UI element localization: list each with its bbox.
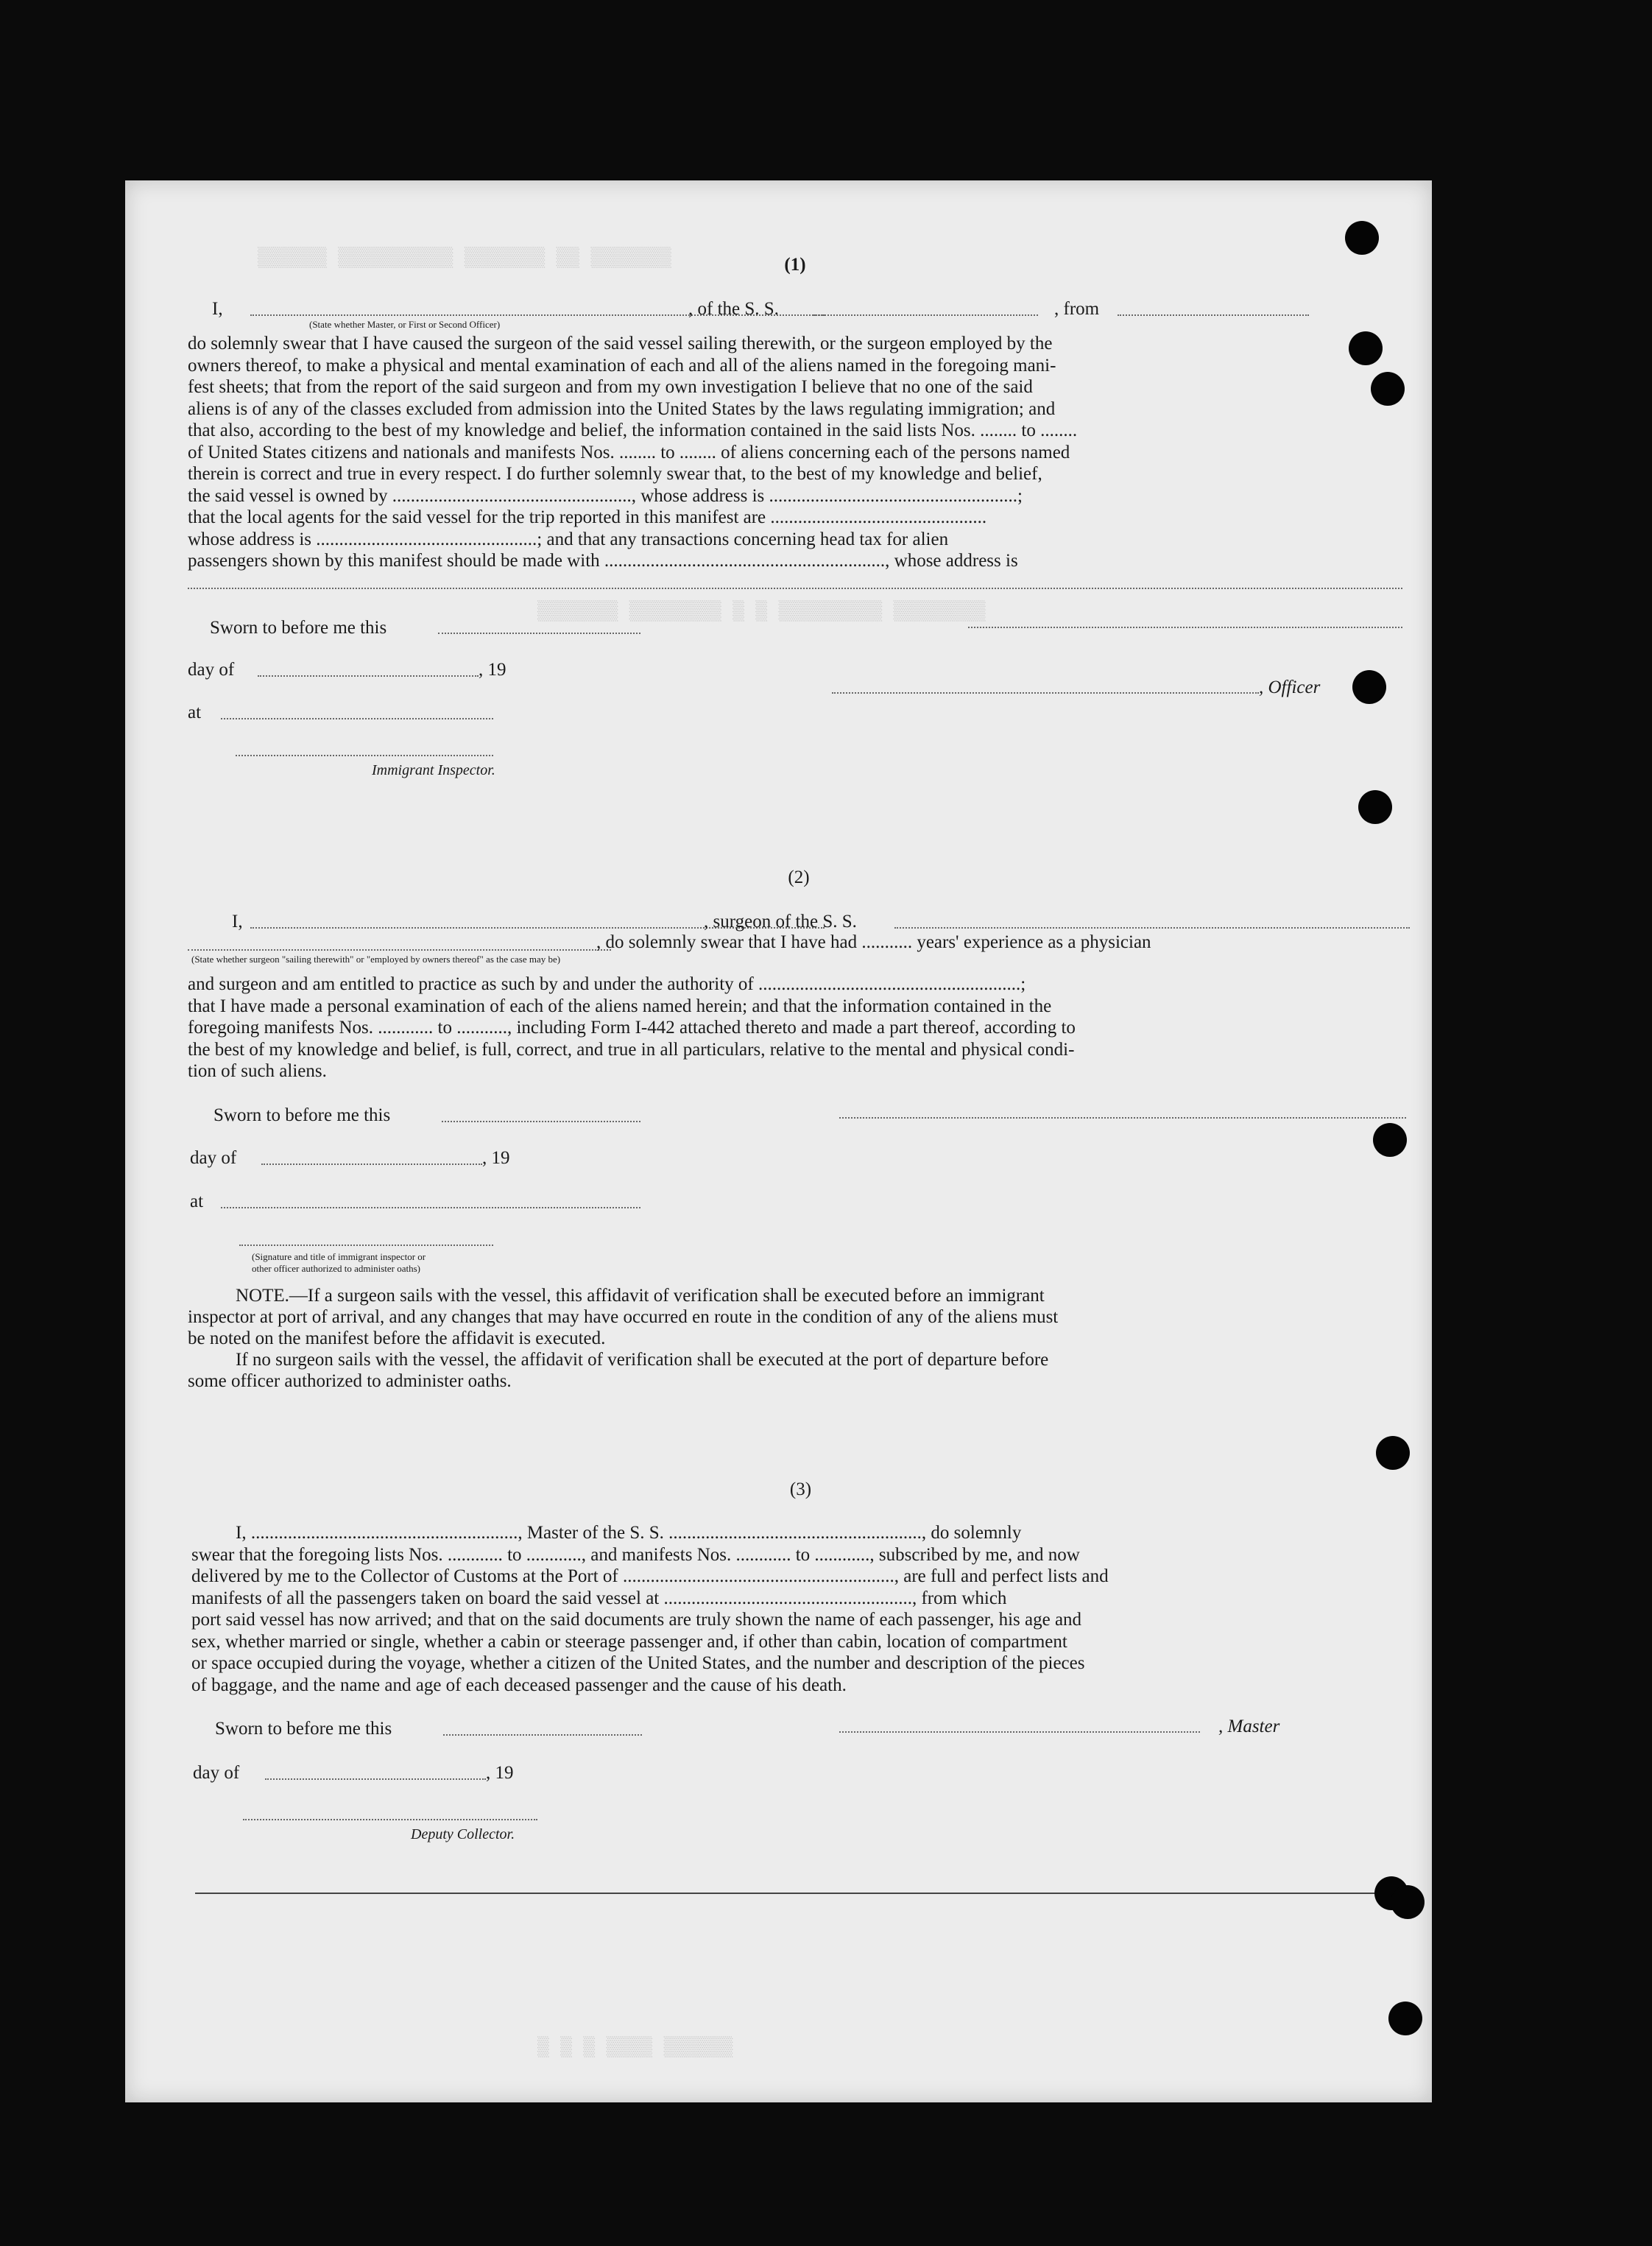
section-1-number: (1) bbox=[784, 255, 806, 275]
address-continuation-field[interactable] bbox=[188, 588, 1402, 589]
bleed-through-text: ▒▒▒▒▒▒▒▒ ▒▒▒▒▒▒▒▒▒ ▒ ▒ ▒▒▒▒▒▒▒▒ ▒▒▒▒▒▒▒ bbox=[537, 600, 986, 622]
body-line: the best of my knowledge and belief, is full, correct, and true in all particulars, relative to the mental and physical condi- bbox=[188, 1039, 1075, 1060]
day-of-field[interactable] bbox=[265, 1778, 486, 1780]
body-line: of baggage, and the name and age of each deceased passenger and the cause of his death. bbox=[191, 1675, 847, 1695]
collector-label: Deputy Collector. bbox=[411, 1826, 515, 1842]
body-line: owners thereof, to make a physical and mental examination of each and all of the aliens named in the foregoing mani- bbox=[188, 355, 1056, 376]
section-2-number: (2) bbox=[788, 867, 810, 887]
from-port-field[interactable] bbox=[1118, 314, 1309, 316]
sworn-date-field[interactable] bbox=[442, 1121, 640, 1122]
day-of-label: day of bbox=[188, 660, 235, 680]
year-label: , 19 bbox=[486, 1763, 514, 1783]
year-label: , 19 bbox=[482, 1148, 510, 1168]
master-signature-field[interactable] bbox=[839, 1731, 1200, 1733]
punch-hole bbox=[1349, 331, 1383, 365]
punch-hole bbox=[1388, 2002, 1422, 2035]
section-2-body bbox=[188, 974, 1410, 1082]
surgeon-status-field[interactable] bbox=[188, 949, 611, 951]
note-line: some officer authorized to administer oaths. bbox=[188, 1371, 512, 1391]
body-line: or space occupied during the voyage, whether a citizen of the United States, and the number and description of the pieces bbox=[191, 1653, 1085, 1673]
note-line: inspector at port of arrival, and any changes that may have occurred en route in the condition of any of the aliens must bbox=[188, 1307, 1059, 1327]
body-line: sex, whether married or single, whether a cabin or steerage passenger and, if other than cabin, location of compartment bbox=[191, 1631, 1067, 1652]
body-line: and surgeon and am entitled to practice as such by and under the authority of .........................................................; bbox=[188, 974, 1026, 994]
punch-hole bbox=[1358, 790, 1392, 824]
body-line: that also, according to the best of my knowledge and belief, the information contained in the said lists Nos. ........ to ........ bbox=[188, 420, 1078, 440]
collector-signature-field[interactable] bbox=[243, 1819, 537, 1820]
note-line: NOTE.—If a surgeon sails with the vessel, this affidavit of verification shall be executed before an immigrant bbox=[236, 1286, 1045, 1306]
body-line: foregoing manifests Nos. ............ to ..........., including Form I-442 attached thereto and made a part thereof, according to bbox=[188, 1018, 1076, 1038]
day-of-field[interactable] bbox=[261, 1164, 482, 1165]
body-line: of United States citizens and nationals and manifests Nos. ........ to ........ of aliens concerning each of the persons named bbox=[188, 442, 1070, 462]
inspector-signature-field[interactable] bbox=[236, 755, 493, 756]
punch-hole bbox=[1376, 1436, 1410, 1470]
section-3-body bbox=[191, 1522, 1417, 1696]
punch-hole bbox=[1345, 221, 1379, 255]
section-1-body bbox=[188, 333, 1402, 572]
body-line: fest sheets; that from the report of the said surgeon and from my own investigation I believe that no one of the said bbox=[188, 377, 1033, 397]
body-line: port said vessel has now arrived; and that on the said documents are truly shown the name of each passenger, his age and bbox=[191, 1610, 1082, 1630]
sworn-label: Sworn to before me this bbox=[215, 1719, 392, 1739]
signature-note: (Signature and title of immigrant inspector or bbox=[252, 1251, 426, 1262]
at-place-field[interactable] bbox=[221, 718, 493, 719]
sworn-label: Sworn to before me this bbox=[210, 618, 387, 638]
at-label: at bbox=[188, 703, 202, 722]
day-of-label: day of bbox=[190, 1148, 237, 1168]
at-label: at bbox=[190, 1191, 204, 1211]
officer-signature-field[interactable] bbox=[832, 692, 1259, 694]
punch-hole bbox=[1391, 1885, 1425, 1919]
note-line: be noted on the manifest before the affidavit is executed. bbox=[188, 1328, 606, 1348]
sworn-date-field[interactable] bbox=[443, 1734, 642, 1736]
form-sheet bbox=[125, 180, 1432, 2102]
inspector-signature-field[interactable] bbox=[239, 1245, 493, 1246]
bottom-rule bbox=[195, 1893, 1410, 1894]
surgeon-note: (State whether surgeon "sailing therewith" or "employed by owners thereof" as the case may be) bbox=[191, 954, 561, 965]
day-of-field[interactable] bbox=[258, 675, 479, 677]
officer-label: , Officer bbox=[1259, 677, 1321, 697]
note-line: If no surgeon sails with the vessel, the affidavit of verification shall be executed at the port of departure before bbox=[236, 1350, 1049, 1370]
body-line: manifests of all the passengers taken on board the said vessel at ......................................................, from which bbox=[191, 1588, 1007, 1608]
surgeon-vessel-label: , surgeon of the S. S. bbox=[704, 912, 857, 932]
inspector-label: Immigrant Inspector. bbox=[372, 762, 495, 778]
bleed-through-text: ▒▒▒▒▒▒▒ ▒▒ ▒▒▒▒▒▒▒ ▒▒▒▒▒▒▒▒▒▒ ▒▒▒▒▒▒ bbox=[258, 247, 671, 269]
signature-note: other officer authorized to administer oaths) bbox=[252, 1263, 420, 1274]
vessel-label: , of the S. S. bbox=[688, 299, 779, 319]
body-line: I, .........................................................., Master of the S. S. ......................................................., do solemnly bbox=[236, 1523, 1022, 1543]
oath-i-label: I, bbox=[232, 912, 243, 932]
body-line: swear that the foregoing lists Nos. ............ to ............, and manifests Nos. ............ to ............, subscribed by me, and now bbox=[191, 1544, 1080, 1565]
body-line: tion of such aliens. bbox=[188, 1061, 327, 1081]
body-line: that I have made a personal examination of each of the aliens named herein; and that the information contained in the bbox=[188, 996, 1052, 1016]
body-line: delivered by me to the Collector of Customs at the Port of ..........................................................., are full and perfect lists and bbox=[191, 1566, 1109, 1586]
body-line: that the local agents for the said vessel for the trip reported in this manifest are ............................................... bbox=[188, 507, 987, 527]
section-3-number: (3) bbox=[789, 1479, 812, 1499]
body-line: aliens is of any of the classes excluded from admission into the United States by the laws regulating immigration; and bbox=[188, 398, 1056, 419]
day-of-label: day of bbox=[193, 1763, 240, 1783]
officer-signature-extra-field[interactable] bbox=[968, 627, 1402, 628]
vessel-name-field[interactable] bbox=[813, 314, 1038, 316]
punch-hole bbox=[1373, 1123, 1407, 1157]
master-label: , Master bbox=[1218, 1717, 1280, 1736]
year-label: , 19 bbox=[479, 660, 506, 680]
body-line: the said vessel is owned by ...................................................., whose address is ......................................................; bbox=[188, 485, 1023, 506]
body-line: therein is correct and true in every respect. I do further solemnly swear that, to the best of my knowledge and belief, bbox=[188, 464, 1042, 484]
surgeon-vessel-field[interactable] bbox=[894, 927, 1410, 929]
master-note: (State whether Master, or First or Second Officer) bbox=[309, 319, 501, 330]
at-place-field[interactable] bbox=[221, 1207, 640, 1208]
body-line: do solemnly swear that I have caused the surgeon of the said vessel sailing therewith, or the surgeon employed by the bbox=[188, 334, 1053, 353]
punch-hole bbox=[1371, 372, 1405, 406]
body-line: whose address is ................................................; and that any transactions concerning head tax for alien bbox=[188, 529, 949, 549]
body-line: passengers shown by this manifest should be made with ............................................................., whose address is bbox=[188, 551, 1018, 571]
surgeon-signature-field[interactable] bbox=[839, 1117, 1406, 1119]
experience-line: , do solemnly swear that I have had ........... years' experience as a physician bbox=[596, 932, 1151, 952]
bleed-through-text: ▒▒▒▒▒▒ ▒▒▒▒ ▒ ▒ ▒ bbox=[537, 2036, 733, 2058]
oath-i-label: I, bbox=[212, 299, 223, 319]
sworn-label: Sworn to before me this bbox=[213, 1105, 391, 1125]
sworn-date-field[interactable] bbox=[438, 633, 640, 634]
from-label: , from bbox=[1054, 299, 1100, 319]
punch-hole bbox=[1352, 670, 1386, 704]
